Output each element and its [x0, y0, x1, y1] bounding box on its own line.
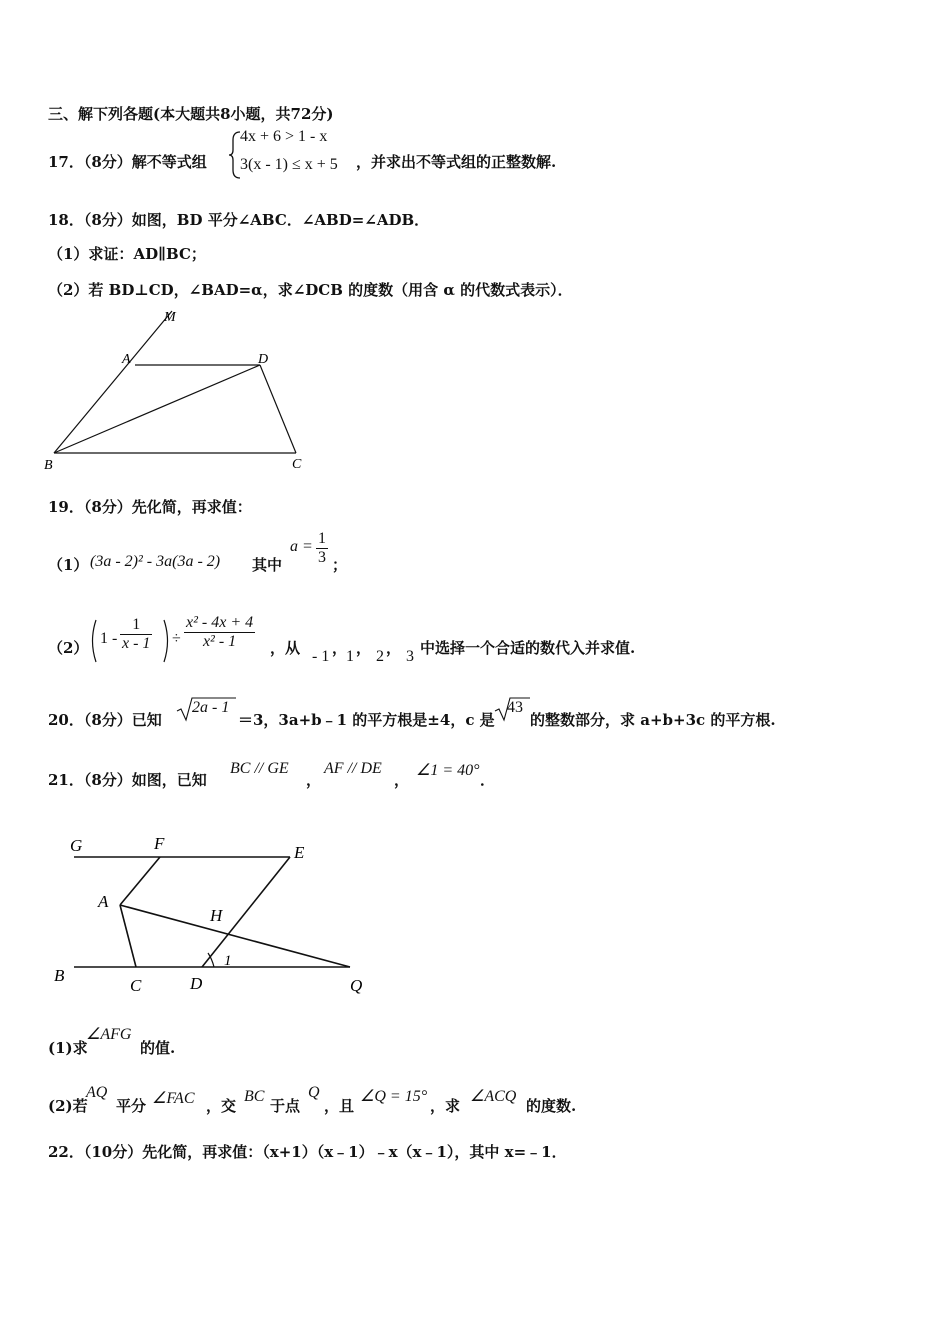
segment-ac — [120, 905, 136, 967]
q21-p1-angle: ∠AFG — [86, 1026, 132, 1043]
q21-p2-at: 于点 — [270, 1097, 301, 1115]
q19-p2-from: ，从 — [270, 639, 301, 657]
q19-p1-end: ； — [332, 556, 348, 574]
q19-p2-value-4: 3 — [406, 648, 414, 665]
q20-mid: ＝3，3a+b﹣1 的平方根是±4，c 是 — [238, 711, 495, 729]
q19-p2-f2-den: x² - 1 — [202, 633, 237, 650]
q19-p1-fraction — [316, 530, 328, 567]
q20-tail: 的整数部分，求 a+b+3c 的平方根. — [530, 711, 776, 729]
q19-p2-sep-3: ， — [386, 639, 402, 657]
q19-p1-expression: (3a - 2)² - 3a(3a - 2) — [90, 553, 221, 570]
label-m: M — [164, 310, 176, 325]
q19-p2-value-3: 2 — [376, 648, 384, 665]
label-b: B — [44, 458, 53, 473]
ray-bm — [54, 311, 172, 453]
q21-p1-tail: 的值. — [140, 1039, 176, 1057]
q21-p2-pre: (2)若 — [48, 1097, 88, 1115]
q21-part-1 — [48, 1024, 348, 1060]
q19-p2-fraction-1 — [120, 616, 152, 653]
q17-inequality-1: 4x + 6 > 1 - x — [240, 128, 328, 145]
q19-p2-one: 1 - — [100, 630, 118, 647]
question-20 — [48, 694, 848, 734]
q19-p2-f2-num: x² - 4x + 4 — [186, 614, 254, 631]
label-h: H — [210, 906, 223, 925]
q21-condition-1: BC // GE — [230, 760, 289, 777]
label-a: A — [98, 892, 109, 911]
q20-pre: 20．（8分）已知 — [48, 711, 162, 729]
q19-p2-tail: 中选择一个合适的数代入并求值. — [420, 639, 636, 657]
q19-p2-value-2: 1 — [346, 648, 354, 665]
q19-p2-value-1: - 1 — [312, 648, 330, 665]
label-c: C — [130, 976, 142, 995]
label-b: B — [54, 966, 65, 985]
q19-part-2 — [48, 614, 688, 670]
segment-aq — [120, 905, 350, 967]
label-d: D — [258, 352, 269, 367]
q19-stem: 19．（8分）先化简，再求值： — [48, 498, 252, 516]
question-21 — [48, 756, 648, 796]
q21-parallel-lines-figure — [50, 825, 380, 1000]
label-c: C — [292, 457, 302, 472]
q19-p1-frac-num: 1 — [318, 530, 326, 547]
q21-end: ． — [480, 771, 496, 789]
q21-p2-cross: ，交 — [206, 1097, 237, 1115]
q19-p2-divide: ÷ — [172, 630, 181, 647]
q19-p1-frac-den: 3 — [318, 549, 326, 566]
q19-p2-sep-2: ， — [356, 639, 372, 657]
label-a: A — [122, 352, 131, 367]
q21-p1-pre: (1)求 — [48, 1039, 88, 1057]
label-f: F — [154, 834, 165, 853]
q21-p2-fac: ∠FAC — [152, 1090, 195, 1107]
q21-p2-bisect: 平分 — [116, 1097, 147, 1115]
label-d: D — [190, 974, 203, 993]
q21-p2-acq: ∠ACQ — [470, 1088, 517, 1105]
q21-p2-find: ，求 — [430, 1097, 461, 1115]
q19-p2-f1-num: 1 — [120, 616, 152, 635]
right-paren-icon — [162, 618, 172, 664]
q19-p2-fraction-2 — [184, 614, 255, 651]
q19-p2-label: （2） — [48, 639, 89, 657]
q21-condition-3: ∠1 = 40° — [416, 762, 480, 779]
q22-text: 22．（10分）先化简，再求值：（x+1）（x﹣1）﹣x（x﹣1），其中 x=﹣1． — [48, 1143, 567, 1161]
q18-part-2: （2）若 BD⊥CD，∠BAD=α，求∠DCB 的度数（用含 α 的代数式表示）． — [48, 281, 573, 299]
q21-sep-2: ， — [394, 771, 410, 789]
label-q: Q — [350, 976, 363, 995]
q21-sep-1: ， — [306, 771, 322, 789]
q17-tail: ，并求出不等式组的正整数解. — [356, 153, 557, 171]
q21-p2-tail: 的度数. — [526, 1097, 577, 1115]
q21-part-2 — [48, 1084, 668, 1120]
q18-part-1: （1）求证：AD∥BC； — [48, 245, 206, 263]
q19-p2-f1-den: x - 1 — [122, 635, 151, 652]
segment-fa — [120, 857, 160, 905]
segment-bd — [54, 365, 260, 453]
q21-pre: 21．（8分）如图，已知 — [48, 771, 207, 789]
q21-p2-q: Q — [308, 1084, 320, 1101]
q21-p2-condition: ∠Q = 15° — [360, 1088, 428, 1105]
q21-p2-aq: AQ — [86, 1084, 108, 1101]
label-angle-1: 1 — [224, 953, 232, 969]
q21-p2-bc: BC — [244, 1088, 265, 1105]
section-title: 三、解下列各题(本大题共8小题，共72分) — [48, 105, 334, 123]
q19-p1-label: （1） — [48, 556, 89, 574]
q21-p2-and: ，且 — [324, 1097, 355, 1115]
q18-trapezoid-figure — [40, 305, 320, 475]
q17-number: 17．（8分）解不等式组 — [48, 153, 207, 171]
q19-p1-mid: 其中 — [252, 556, 283, 574]
q17-inequality-2: 3(x - 1) ≤ x + 5 — [240, 156, 338, 173]
left-paren-icon — [88, 618, 98, 664]
label-g: G — [70, 836, 83, 855]
q21-condition-2: AF // DE — [324, 760, 382, 777]
q20-radicand-1: 2a - 1 — [192, 699, 230, 716]
q19-part-1 — [48, 530, 448, 580]
q18-stem: 18．（8分）如图，BD 平分∠ABC．∠ABD=∠ADB． — [48, 211, 430, 229]
q19-p1-condition: a = — [290, 538, 313, 555]
q19-p2-sep-1: ， — [332, 639, 348, 657]
label-e: E — [294, 843, 305, 862]
q20-radicand-2: 43 — [507, 699, 523, 716]
segment-dc — [260, 365, 296, 453]
